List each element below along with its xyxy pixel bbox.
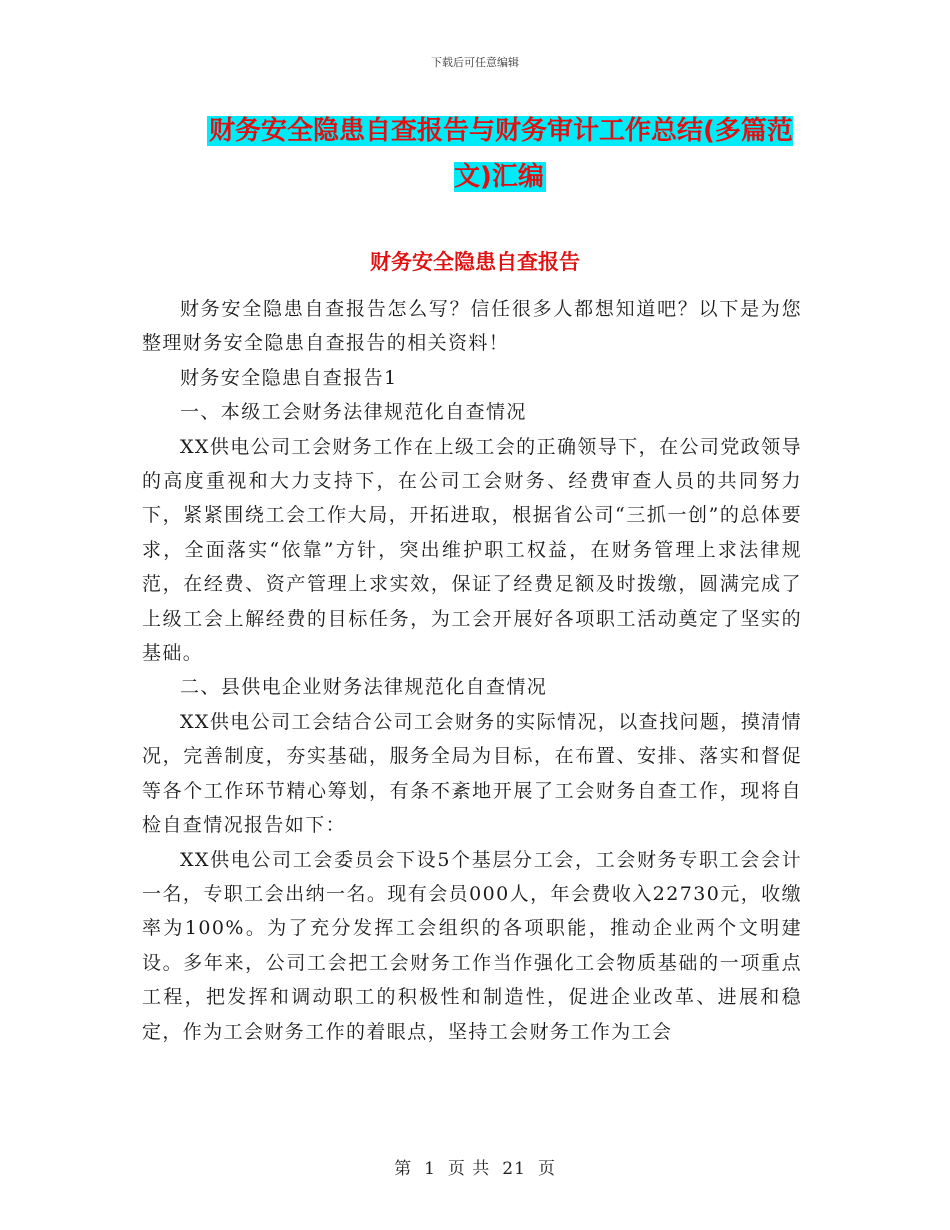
paragraph-subheading-2: 二、县供电企业财务法律规范化自查情况 bbox=[180, 676, 548, 699]
paragraph-body-1: XX供电公司工会财务工作在上级工会的正确领导下，在公司党政领导的高度重视和大力支持下，在公司工会财务、经费审查人员的共同努力下，紧紧围绕工会工作大局，开拓进取，根据省公司“三抓一创”的总体要求，全面落实“依靠”方针，突出维护职工权益，在财务管理上求法律规范，在经费、资产管理上求实效，保证了经费足额及时拨缴，圆满完成了上级工会上解经费的目标任务，为工会开展好各项职工活动奠定了坚实的基础。 bbox=[142, 435, 802, 665]
footer-page-number: 1 bbox=[424, 1159, 436, 1179]
document-title-text: 财务安全隐患自查报告与财务审计工作总结(多篇范文)汇编 bbox=[209, 116, 793, 192]
footer-total-pages: 21 bbox=[502, 1159, 526, 1179]
paragraph-report-heading: 财务安全隐患自查报告1 bbox=[180, 366, 398, 389]
document-body bbox=[142, 292, 802, 1049]
section-title: 财务安全隐患自查报告 bbox=[370, 250, 580, 274]
header-note: 下载后可任意编辑 bbox=[431, 56, 519, 69]
document-title bbox=[190, 108, 810, 200]
footer-middle: 页 共 bbox=[447, 1159, 491, 1179]
paragraph-body-2: XX供电公司工会结合公司工会财务的实际情况，以查找问题，摸清情况，完善制度，夯实基础，服务全局为目标，在布置、安排、落实和督促等各个工作环节精心筹划，有条不紊地开展了工会财务自查工作，现将自检自查情况报告如下： bbox=[142, 710, 802, 837]
footer-prefix: 第 bbox=[394, 1159, 413, 1179]
page-footer bbox=[0, 1154, 950, 1179]
paragraph-subheading-1: 一、本级工会财务法律规范化自查情况 bbox=[180, 401, 527, 424]
paragraph-body-3: XX供电公司工会委员会下设5个基层分工会，工会财务专职工会会计一名，专职工会出纳一名。现有会员000人，年会费收入22730元，收缴率为100%。为了充分发挥工会组织的各项职能，推动企业两个文明建设。多年来，公司工会把工会财务工作当作强化工会物质基础的一项重点工程，把发挥和调动职工的积极性和制造性，促进企业改革、进展和稳定，作为工会财务工作的着眼点，坚持工会财务工作为工会 bbox=[142, 848, 802, 1043]
footer-suffix: 页 bbox=[537, 1159, 556, 1179]
paragraph-intro: 财务安全隐患自查报告怎么写？信任很多人都想知道吧？以下是为您整理财务安全隐患自查报告的相关资料！ bbox=[142, 298, 802, 355]
